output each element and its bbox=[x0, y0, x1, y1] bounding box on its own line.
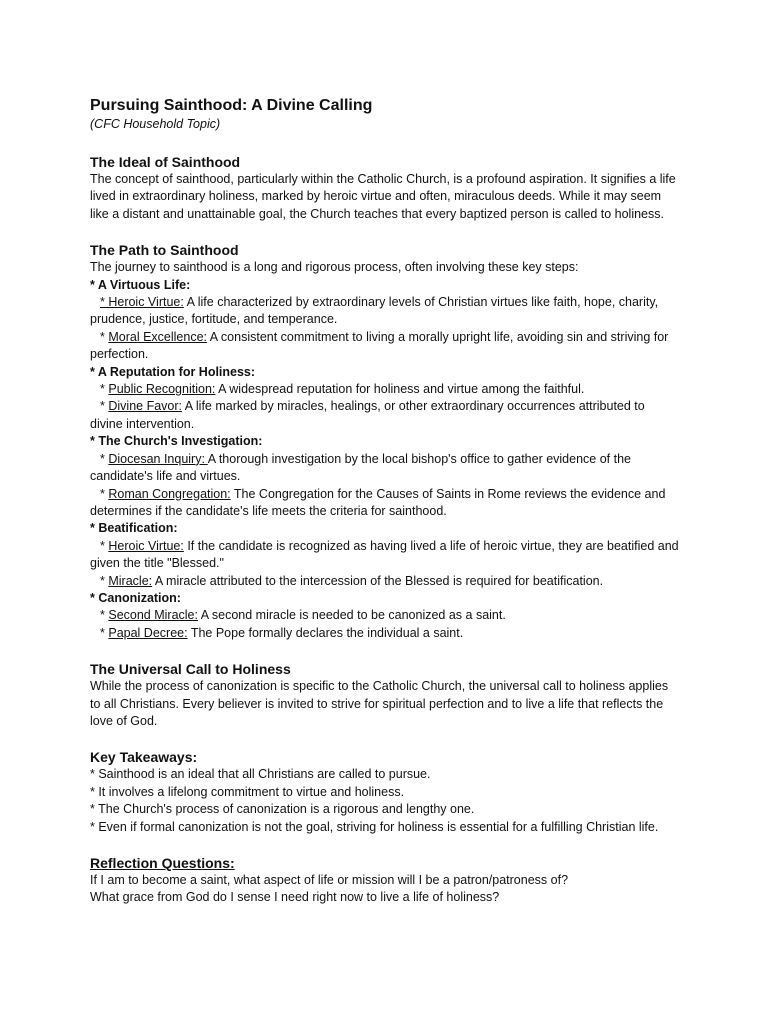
step-item: * Roman Congregation: The Congregation for the Causes of Saints in Rome reviews the evidence and determines if the candidate's life meets the criteria for sainthood. bbox=[90, 486, 666, 518]
step-item-label: Heroic Virtue: bbox=[108, 538, 184, 553]
step-item-label: Diocesan Inquiry: bbox=[108, 451, 208, 466]
step-title: * Canonization: bbox=[90, 590, 181, 605]
list-item: * Even if formal canonization is not the goal, striving for holiness is essential for a fulfilling Christian life. bbox=[90, 819, 659, 834]
step-item-text: A consistent commitment to living a morally upright life, avoiding sin and striving for perfection. bbox=[90, 329, 669, 362]
section-body-universal: While the process of canonization is specific to the Catholic Church, the universal call to holiness applies to all Christians. Every believer is invited to strive for spiritual perfection and to live a life that reflects the love of God. bbox=[90, 679, 669, 728]
step-item: * Public Recognition: A widespread reputation for holiness and virtue among the faithful. bbox=[100, 382, 585, 397]
section-intro-path: The journey to sainthood is a long and rigorous process, often involving these key steps: bbox=[90, 260, 579, 275]
step-item-text: A widespread reputation for holiness and virtue among the faithful. bbox=[215, 382, 585, 397]
step-item-text: The Congregation for the Causes of Saints in Rome reviews the evidence and determines if the candidate's life meets the criteria for sainthood. bbox=[90, 486, 666, 518]
section-body-ideal: The concept of sainthood, particularly within the Catholic Church, is a profound aspiration. It signifies a life lived in extraordinary holiness, marked by heroic virtue and often, miraculous deeds. While it may seem like a distant and unattainable goal, the Church teaches that every baptized person is called to holiness. bbox=[90, 172, 676, 221]
step-item: * Divine Favor: A life marked by miracles, healings, or other extraordinary occurrences attributed to divine intervention. bbox=[90, 399, 645, 431]
step bbox=[90, 590, 680, 642]
step-title: * A Virtuous Life: bbox=[90, 277, 191, 292]
section-heading-path: The Path to Sainthood bbox=[90, 242, 239, 259]
step-item-text: A second miracle is needed to be canonized as a saint. bbox=[197, 608, 506, 623]
step-title: * A Reputation for Holiness: bbox=[90, 364, 256, 379]
section-path bbox=[90, 241, 680, 642]
step-item: * Moral Excellence: A consistent commitment to living a morally upright life, avoiding sin and striving for perfection. bbox=[90, 329, 669, 362]
page-title: Pursuing Sainthood: A Divine Calling bbox=[90, 97, 373, 114]
step-item-label: Papal Decree: bbox=[108, 625, 188, 640]
section-heading-universal: The Universal Call to Holiness bbox=[90, 661, 291, 678]
step-item-text: The Pope formally declares the individual a saint. bbox=[187, 625, 464, 640]
step bbox=[90, 277, 680, 364]
step-item-text: If the candidate is recognized as having lived a life of heroic virtue, they are beatified and given the title "Blessed." bbox=[90, 538, 679, 571]
step-item: * Diocesan Inquiry: A thorough investigation by the local bishop's office to gather evidence of the candidate's life and virtues. bbox=[90, 451, 631, 484]
step-item: * Heroic Virtue: If the candidate is recognized as having lived a life of heroic virtue, they are beatified and given the title "Blessed." bbox=[90, 538, 679, 571]
reflection-question: If I am to become a saint, what aspect of life or mission will I be a patron/patroness of? bbox=[90, 873, 569, 887]
step-item-label: Miracle: bbox=[108, 573, 153, 588]
list-item: * It involves a lifelong commitment to virtue and holiness. bbox=[90, 784, 405, 799]
section-takeaways bbox=[90, 748, 680, 836]
step-item-label: Second Miracle: bbox=[108, 608, 198, 623]
step-item: * Miracle: A miracle attributed to the intercession of the Blessed is required for beatification. bbox=[100, 573, 604, 588]
page-subtitle: (CFC Household Topic) bbox=[90, 117, 221, 131]
section-heading-reflection: Reflection Questions: bbox=[90, 855, 235, 871]
step-title: * Beatification: bbox=[90, 521, 178, 536]
step-item-text: A miracle attributed to the intercession of the Blessed is required for beatification. bbox=[152, 573, 604, 588]
section-universal bbox=[90, 660, 680, 730]
section-heading-takeaways: Key Takeaways: bbox=[90, 749, 198, 766]
step-item bbox=[90, 294, 680, 329]
list-item: * The Church's process of canonization is a rigorous and lengthy one. bbox=[90, 802, 475, 817]
step-title: * The Church's Investigation: bbox=[90, 434, 263, 449]
list-item: * Sainthood is an ideal that all Christians are called to pursue. bbox=[90, 767, 431, 782]
step-item-text: A life characterized by extraordinary levels of Christian virtues like faith, hope, charity, prudence, justice, fortitude, and temperance. bbox=[90, 295, 659, 327]
step-item-label: Moral Excellence: bbox=[108, 329, 208, 344]
reflection-question: What grace from God do I sense I need right now to live a life of holiness? bbox=[90, 890, 500, 905]
step-item-label: Public Recognition: bbox=[108, 382, 216, 397]
step bbox=[90, 433, 680, 520]
step-item-label: Divine Favor: bbox=[108, 399, 182, 414]
step-item-label: * Heroic Virtue: bbox=[100, 295, 184, 310]
section-ideal bbox=[90, 153, 680, 223]
section-heading-ideal: The Ideal of Sainthood bbox=[90, 154, 241, 170]
step-item-text: A life marked by miracles, healings, or other extraordinary occurrences attributed to divine intervention. bbox=[90, 399, 645, 431]
step-item: * Second Miracle: A second miracle is needed to be canonized as a saint. bbox=[100, 608, 506, 623]
step-item: * Papal Decree: The Pope formally declares the individual a saint. bbox=[100, 625, 464, 640]
step bbox=[90, 520, 680, 590]
step-item-label: Roman Congregation: bbox=[108, 486, 231, 501]
step bbox=[90, 364, 680, 434]
step-item-text: A thorough investigation by the local bishop's office to gather evidence of the candidate's life and virtues. bbox=[90, 451, 631, 484]
document-content bbox=[90, 96, 680, 925]
section-reflection bbox=[90, 854, 680, 907]
